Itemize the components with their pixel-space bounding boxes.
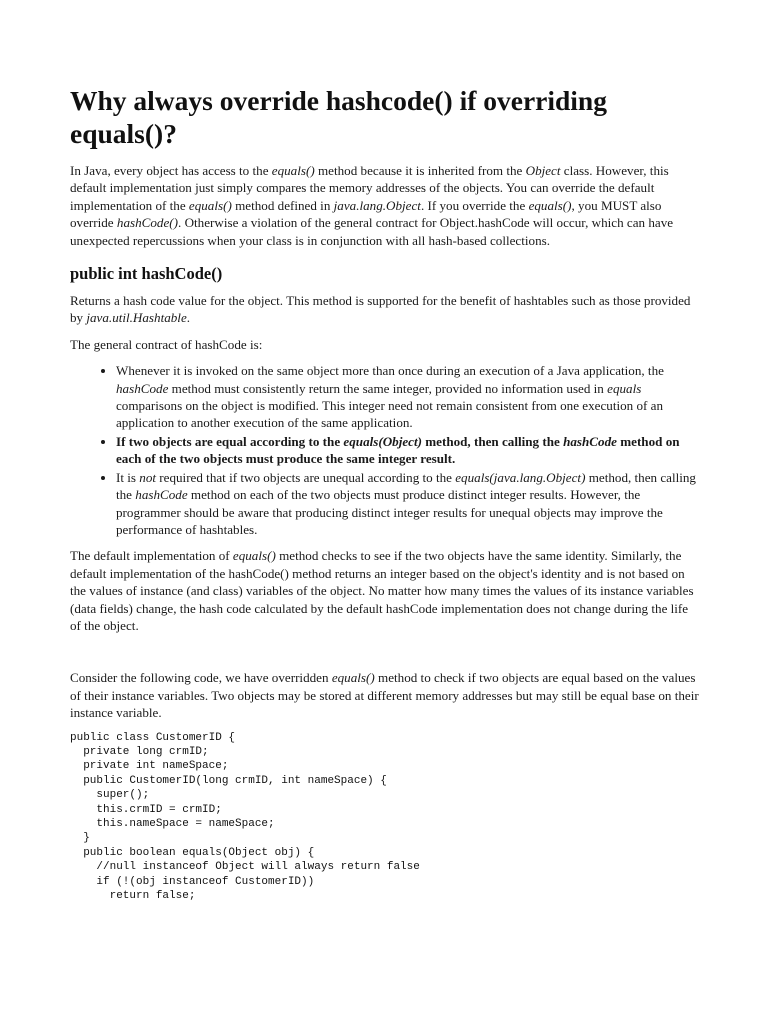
returns-paragraph: Returns a hash code value for the object. This method is supported for the benefit of hashtables such as those provided by java.util.Hashtable. bbox=[70, 293, 691, 326]
document-page bbox=[70, 84, 700, 903]
spacer bbox=[70, 643, 700, 669]
list-item: • It is not required that if two objects are unequal according to the equals(java.lang.Object) method, then calling the hashCode method on each of the two objects must produce distinct integer results. However, the programmer should be aware that producing distinct integer results for unequal objects may improve the performance of hashtables. bbox=[116, 469, 700, 539]
intro-paragraph: In Java, every object has access to the equals() method because it is inherited from the Object class. However, this default implementation just simply compares the memory addresses of the objects. You can override the default implementation of the equals() method defined in java.lang.Object. If you override the equals(), you MUST also override hashCode(). Otherwise a violation of the general contract for Object.hashCode will occur, which can have unexpected repercussions when your class is in conjunction with all hash-based collections. bbox=[70, 163, 674, 248]
list-item: • Whenever it is invoked on the same object more than once during an execution of a Java application, the hashCode method must consistently return the same integer, provided no information used in equals comparisons on the object is modified. This integer need not remain consistent from one execution of an application to another execution of the same application. bbox=[116, 362, 700, 432]
contract-list bbox=[70, 362, 700, 538]
default-impl-paragraph: The default implementation of equals() method checks to see if the two objects have the same identity. Similarly, the default implementation of the hashCode() method returns an integer based on the object's identity and is not based on the values of instance (and class) variables of the object. No matter how many times the values of its instance variables (data fields) change, the hash code calculated by the default hashCode implementation does not change during the life of the object. bbox=[70, 548, 694, 633]
consider-paragraph: Consider the following code, we have overridden equals() method to check if two objects are equal based on the values of their instance variables. Two objects may be stored at different memory addresses but may still be equal base on their instance variable. bbox=[70, 670, 699, 721]
code-block: public class CustomerID { private long crmID; private int nameSpace; public CustomerID(long crmID, int nameSpace) { super(); this.crmID = crmID; this.nameSpace = nameSpace; } public boolean equals(Object obj) { //null instanceof Object will always return false if (!(obj instanceof CustomerID)) return false; bbox=[70, 731, 420, 903]
list-item: • If two objects are equal according to the equals(Object) method, then calling the hashCode method on each of the two objects must produce the same integer result. bbox=[116, 433, 700, 468]
section-heading: public int hashCode() bbox=[70, 264, 223, 284]
contract-intro: The general contract of hashCode is: bbox=[70, 336, 263, 352]
page-title: Why always override hashcode() if overriding equals()? bbox=[70, 85, 607, 149]
